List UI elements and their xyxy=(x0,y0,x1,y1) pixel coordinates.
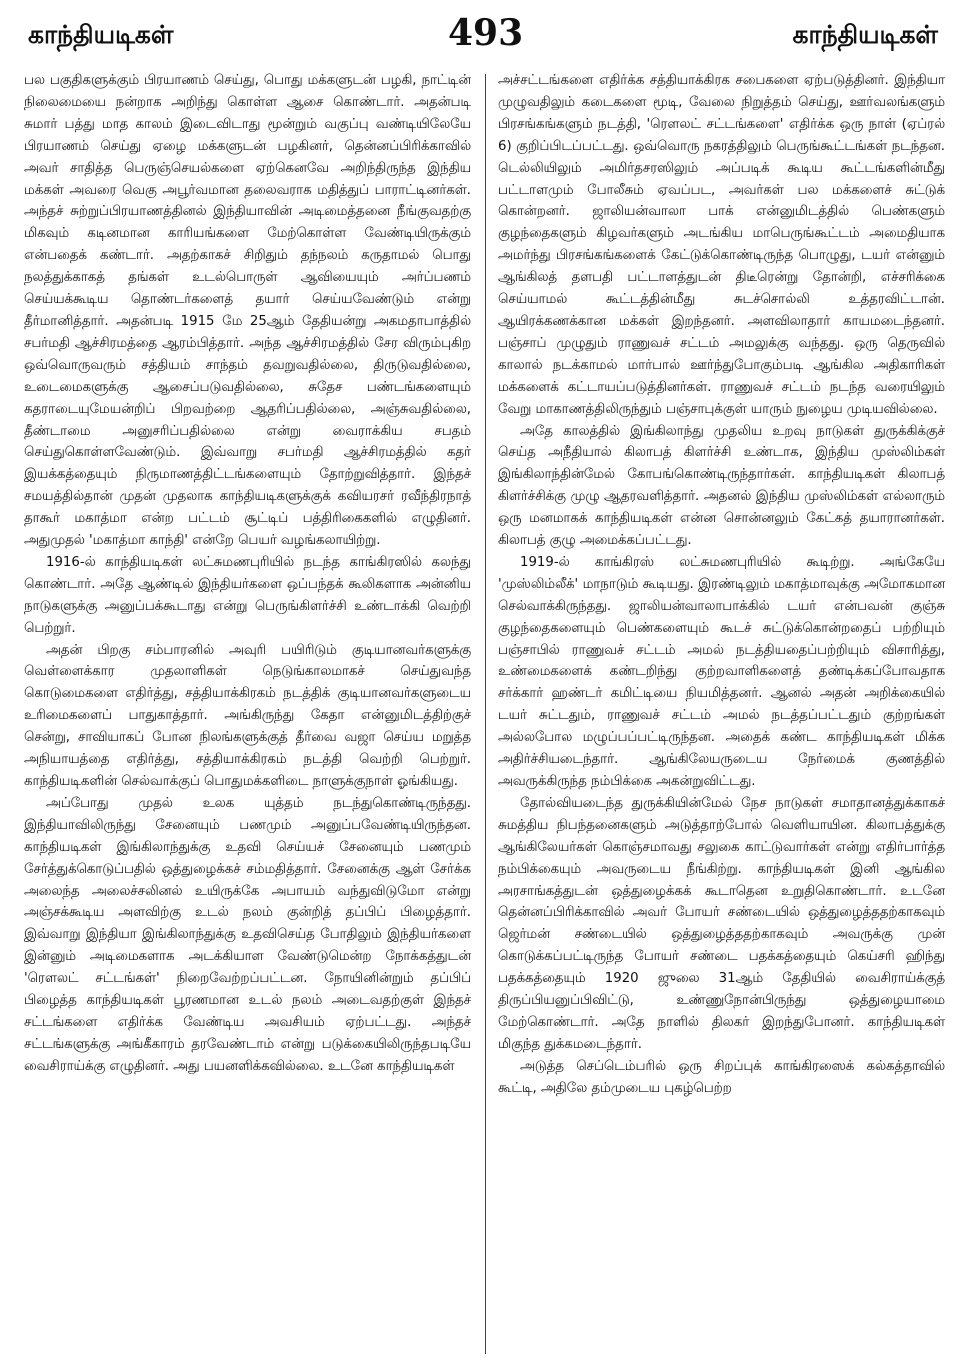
paragraph: அதன் பிறகு சம்பாரனில் அவுரி பயிரிடும் குடியானவர்களுக்கு வெள்ளைக்கார முதலாளிகள் நெடுங்காலமாகச் செய்துவந்த கொடுமைகளை எதிர்த்து, சத்தியாக்கிரகம் நடத்திக் குடியானவர்களுடைய உரிமைகளைப் பாதுகாத்தார். அங்கிருந்து கேதா என்னுமிடத்திற்குச் சென்று, சாவியாகப் போன நிலங்களுக்குத் தீர்வை வஜா செய்ய மறுத்த அநியாயத்தை எதிர்த்து, சத்தியாக்கிரகம் நடத்தி வெற்றி பெற்றுர். காந்தியடிகளின் செல்வாக்குப் பொதுமக்களிடை நாளுக்குநாள் ஓங்கியது. xyxy=(24,642,471,789)
running-head-left: காந்தியடிகள் xyxy=(28,20,174,49)
page-number: 493 xyxy=(448,12,524,54)
page-header xyxy=(0,0,966,60)
paragraph: அச்சட்டங்களை எதிர்க்க சத்தியாக்கிரக சபைகளை ஏற்படுத்தினர். இந்தியா முழுவதிலும் கடைகளை மூடி, வேலை நிறுத்தம் செய்து, ஊர்வலங்களும் பிரசங்கங்களும் நடத்தி, 'ரௌலட் சட்டங்களை' எதிர்க்க ஒரு நாள் (ஏப்ரல் 6) குறிப்பிடப்பட்டது. ஒவ்வொரு நகரத்திலும் பெருங்கூட்டங்கள் நடந்தன. டெல்லியிலும் அமிர்தசரஸிலும் அப்படிக் கூடிய கூட்டங்களின்மீது பட்டாளமும் போலீசும் ஏவப்பட, அவர்கள் பல மக்களைச் சுட்டுக் கொன்றனர். ஜாலியன்வாலா பாக் என்னுமிடத்தில் பெண்களும் குழந்தைகளும் கிழவர்களும் அடங்கிய மாபெருங்கூட்டம் அமைதியாக அமர்ந்து பிரசங்கங்களைக் கேட்டுக்கொண்டிருந்த பொழுது, டயர் என்னும் ஆங்கிலத் தளபதி பட்டாளத்துடன் திடீரென்று தோன்றி, எச்சரிக்கை செய்யாமல் கூட்டத்தின்மீது சுடச்சொல்லி உத்தரவிட்டான். ஆயிரக்கணக்கான மக்கள் இறந்தனர். அளவிலாதார் காயமடைந்தனர். பஞ்சாப் முழுதும் ராணுவச் சட்டம் அமலுக்கு வந்தது. ஒரு தெருவில் காலால் நடக்காமல் மார்பால் ஊர்ந்துபோகும்படி ஆங்கில அதிகாரிகள் மக்களைக் கட்டாயப்படுத்தினர்கள். ராணுவச் சட்டம் நடந்த வரையிலும் வேறு மாகாணத்திலிருந்தும் பஞ்சாபுக்குள் யாரும் நுழைய முடியவில்லை. xyxy=(498,73,945,417)
paragraph: 1919-ல் காங்கிரஸ் லட்சுமணபுரியில் கூடிற்று. அங்கேயே 'முஸ்லிம்லீக்' மாநாடும் கூடியது. இரண்டிலும் மகாத்மாவுக்கு அமோகமான செல்வாக்கிருந்தது. ஜாலியன்வாலாபாக்கில் டயர் என்பவன் குஞ்சு குழந்தைகளையும் பெண்களையும் கூடச் சுட்டுக்கொன்றதைப் பற்றியும் பஞ்சாபில் ராணுவச் சட்டம் அமல் நடத்தியதைப்பற்றியும் விசாரித்து, உண்மைகளைக் கண்டறிந்து குற்றவாளிகளைத் தண்டிக்கப்போவதாக சர்க்கார் ஹண்டர் கமிட்டியை நியமித்தனர். ஆனல் அதன் அறிக்கையில் டயர் சுட்டதும், ராணுவச் சட்டம் அமல் நடத்தப்பட்டதும் குற்றங்கள் அல்லபோல மழுப்பப்பட்டிருந்தன. அதைக் கண்ட காந்தியடிகள் மிக்க அதிர்ச்சியடைந்தார். ஆங்கிலேயருடைய நேர்மைக் குணத்தில் அவருக்கிருந்த நம்பிக்கை அகன்றுவிட்டது. xyxy=(498,554,945,789)
paragraph: தோல்வியடைந்த துருக்கியின்மேல் நேச நாடுகள் சமாதானத்துக்காகச் சுமத்திய நிபந்தனைகளும் அடுத்தாற்போல் வெளியாயின. கிலாபத்துக்கு ஆங்கிலேயர்கள் கொஞ்சமாவது சலுகை காட்டுவார்கள் என்று எதிர்பார்த்த நம்பிக்கையும் அவருடைய நீங்கிற்று. காந்தியடிகள் இனி ஆங்கில அரசாங்கத்துடன் ஒத்துழைக்கக் கூடாதென உறுதிகொண்டார். உடனே தென்னப்பிரிக்காவில் அவர் போயர் சண்டையில் ஒத்துழைத்ததற்காகவும் ஜெர்மன் சண்டையில் ஒத்துழைத்ததற்காகவும் அவருக்கு முன் கொடுக்கப்பட்டிருந்த போயர் சண்டை பதக்கத்தையும் கெய்சரி ஹிந்து பதக்கத்தையும் 1920 ஜுலை 31ஆம் தேதியில் வைசிராய்க்குத் திருப்பியனுப்பிவிட்டு, உண்ணுநோன்பிருந்து ஒத்துழையாமை மேற்கொண்டார். அதே நாளில் திலகர் இறந்துபோனர். காந்தியடிகள் மிகுந்த துக்கமடைந்தார். xyxy=(498,795,945,1052)
column-divider xyxy=(485,74,486,1354)
paragraph: 1916-ல் காந்தியடிகள் லட்சுமணபுரியில் நடந்த காங்கிரஸில் கலந்து கொண்டார். அதே ஆண்டில் இந்தியர்களை ஒப்பந்தக் கூலிகளாக அன்னிய நாடுகளுக்கு அனுப்பக்கூடாது என்று பெருங்கிளர்ச்சி உண்டாக்கி வெற்றி பெற்றுர். xyxy=(24,554,471,636)
paragraph: பல பகுதிகளுக்கும் பிரயாணம் செய்து, பொது மக்களுடன் பழகி, நாட்டின் நிலைமையை நன்றாக அறிந்து கொள்ள ஆசை கொண்டார். அதன்படி சுமார் பத்து மாத காலம் இடைவிடாது மூன்றும் வகுப்பு வண்டியிலேயே பிரயாணம் செய்து ஏழை மக்களுடன் பழகினர், தென்னப்பிரிக்காவில் அவர் சாதித்த பெருஞ்செயல்களை ஏற்கெனவே அறிந்திருந்த இந்திய மக்கள் அவரை வெகு அபூர்வமான தலைவராக மதித்துப் பாராட்டினர்கள். அந்தச் சுற்றுப்பிரயாணத்தினல் இந்தியாவின் அடிமைத்தனை நீங்குவதற்கு மிகவும் கடினமான காரியங்களை மேற்கொள்ள வேண்டியிருக்கும் என்பதைக் கண்டார். அதற்காகச் சிறிதும் தந்நலம் கருதாமல் பொது நலத்துக்காகத் தங்கள் உடல்பொருள் ஆவியையும் அர்ப்பணம் செய்யக்கூடிய தொண்டர்களைத் தயார் செய்யவேண்டும் என்று தீர்மானித்தார். அதன்படி 1915 மே 25ஆம் தேதியன்று அகமதாபாத்தில் சபர்மதி ஆச்சிரமத்தை ஆரம்பித்தார். அந்த ஆச்சிரமத்தில் சேர விரும்புகிற ஒவ்வொருவரும் சத்தியம் சாந்தம் தவறுவதில்லை, திருடுவதில்லை, உடைமைகளுக்கு ஆசைப்படுவதில்லை, சுதேச பண்டங்களையும் கதராடையுமேயன்றிப் பிறவற்றை ஆதரிப்பதில்லை, அஞ்சுவதில்லை, தீண்டாமை அனுசரிப்பதில்லை என்று வைராக்கிய சபதம் செய்துகொள்ளவேண்டும். இவ்வாறு சபர்மதி ஆச்சிரமத்தில் கதர் இயக்கத்தையும் நிருமாணத்திட்டங்களையும் தோற்றுவித்தார். இந்தச் சமயத்தில்தான் முதன் முதலாக காந்தியடிகளுக்குக் கவியரசர் ரவீந்திரநாத் தாகூர் மகாத்மா என்ற பட்டம் சூட்டிப் பத்திரிகைகளில் எழுதினர். அதுமுதல் 'மகாத்மா காந்தி' என்றே பெயர் வழங்கலாயிற்று. xyxy=(24,73,471,549)
paragraph: அடுத்த செப்டெம்பரில் ஒரு சிறப்புக் காங்கிரஸைக் கல்கத்தாவில் கூட்டி, அதிலே தம்முடைய புகழ்பெற்ற xyxy=(498,1058,945,1096)
running-head-right: காந்தியடிகள் xyxy=(792,20,938,49)
paragraph: அதே காலத்தில் இங்கிலாந்து முதலிய உறவு நாடுகள் துருக்கிக்குச் செய்த அநீதியால் கிலாபத் கிளர்ச்சி உண்டாக, இந்திய முஸ்லிம்கள் இங்கிலாந்தின்மேல் கோபங்கொண்டிருந்தார்கள். காந்தியடிகள் கிலாபத் கிளர்ச்சிக்கு முழு ஆதரவளித்தார். அதனல் இந்திய முஸ்லிம்கள் எல்லாரும் ஒரு மனமாகக் காந்தியடிகள் என்ன சொன்னலும் கேட்கத் தயாரானர்கள். கிலாபத் குழு அமைக்கப்பட்டது. xyxy=(498,423,945,549)
paragraph: அப்போது முதல் உலக யுத்தம் நடந்துகொண்டிருந்தது. இந்தியாவிலிருந்து சேனையும் பணமும் அனுப்பவேண்டியிருந்தன. காந்தியடிகள் இங்கிலாந்துக்கு உதவி செய்யச் சேனையும் பணமும் சேர்த்துக்கொடுப்பதில் ஒத்துழைக்கச் சம்மதித்தார். சேனைக்கு ஆள் சேர்க்க அலைந்த அலைச்சலினல் உயிருக்கே அபாயம் வந்துவிடுமோ என்று அஞ்சக்கூடிய அளவிற்கு உடல் நலம் குன்றித் தப்பிப் பிழைத்தார். இவ்வாறு இந்தியா இங்கிலாந்துக்கு உதவிசெய்த போதிலும் இந்தியர்களை இன்னும் அடிமைகளாக அடக்கியாள வேண்டுமென்ற நோக்கத்துடன் 'ரௌலட் சட்டங்கள்' நிறைவேற்றப்பட்டன. நோயினின்றும் தப்பிப் பிழைத்த காந்தியடிகள் பூரணமான உடல் நலம் அடைவதற்குள் இந்தச் சட்டங்களை எதிர்க்க வேண்டிய அவசியம் ஏற்பட்டது. அந்தச் சட்டங்களுக்கு அங்கீகாரம் தரவேண்டாம் என்று படுக்கையிலிருந்தபடியே வைசிராய்க்கு எழுதினர். அது பயனளிக்கவில்லை. உடனே காந்தியடிகள் xyxy=(24,795,471,1074)
right-column xyxy=(498,70,945,1360)
left-column xyxy=(24,70,471,1360)
